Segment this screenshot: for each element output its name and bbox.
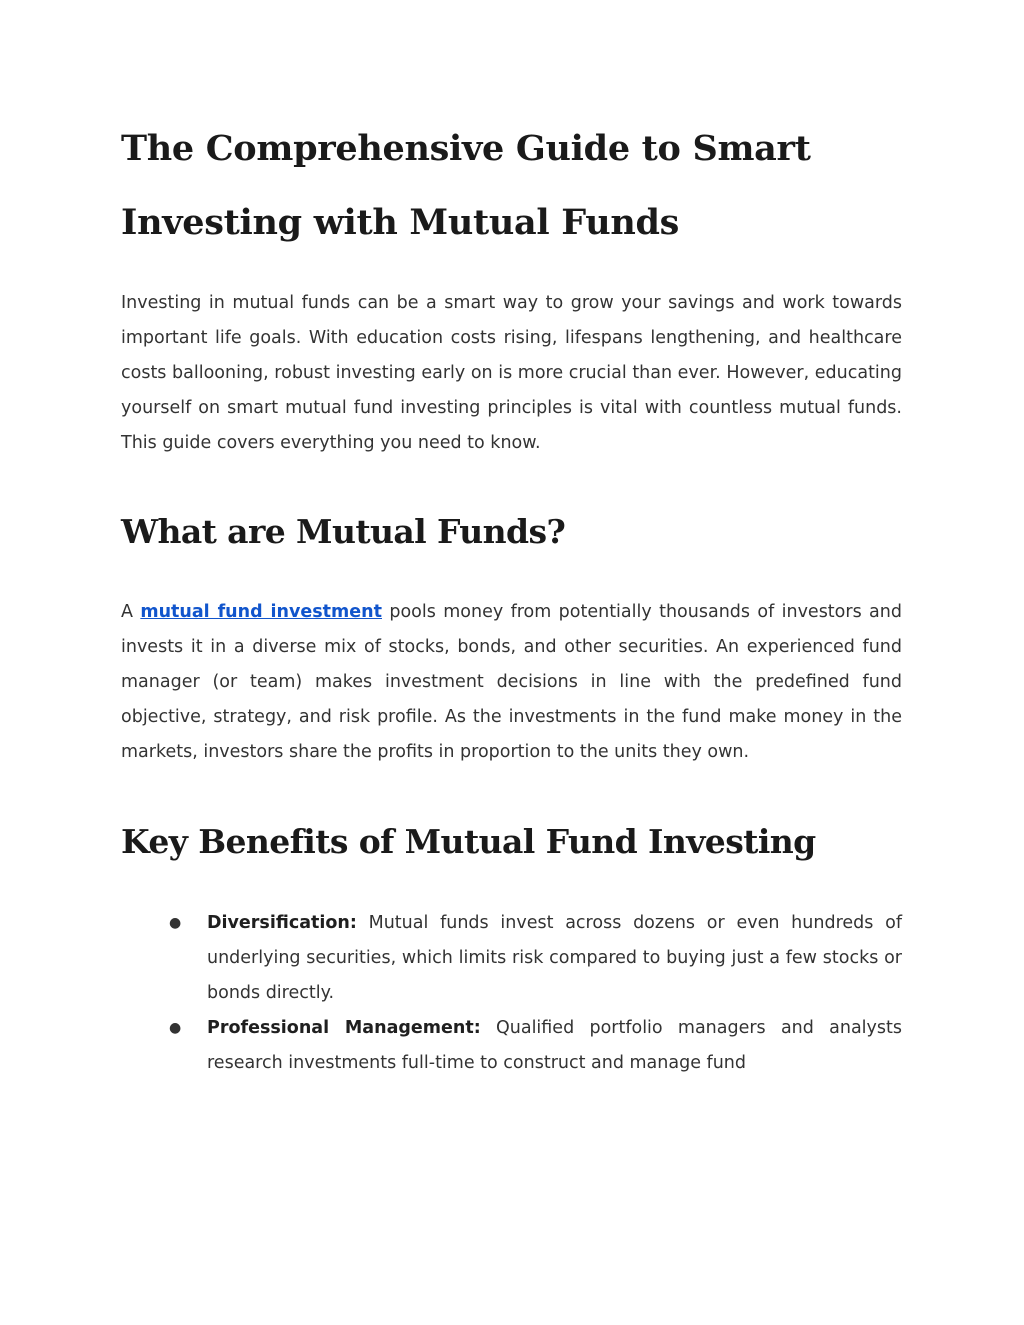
- page-title: The Comprehensive Guide to Smart Investing with Mutual Funds: [121, 128, 811, 243]
- what-paragraph-body: pools money from potentially thousands of investors and invests it in a diverse mix of stocks, bonds, and other securities. An experienced fund manager (or team) makes investment decisions in line with the predefined fund objective, strategy, and risk profile. As the investments in the fund make money in the markets, investors share the profits in proportion to the units they own.: [121, 602, 902, 762]
- bullet-icon: ●: [169, 915, 182, 931]
- benefit-term: Diversification:: [207, 913, 357, 933]
- benefit-item-professional-management: [121, 1011, 902, 1081]
- intro-paragraph: Investing in mutual funds can be a smart way to grow your savings and work towards important life goals. With education costs rising, lifespans lengthening, and healthcare costs ballooning, robust investing early on is more crucial than ever. However, educating yourself on smart mutual fund investing principles is vital with countless mutual funds. This guide covers everything you need to know.: [121, 293, 902, 453]
- benefit-text: Qualified portfolio managers and analysts research investments full-time to construct and manage fund: [207, 1018, 902, 1073]
- benefit-text: Mutual funds invest across dozens or even hundreds of underlying securities, which limits risk compared to buying just a few stocks or bonds directly.: [207, 913, 902, 1003]
- what-paragraph-lead: A: [121, 602, 141, 622]
- benefit-item-diversification: [121, 906, 902, 1011]
- benefits-list: [121, 906, 902, 1081]
- benefit-term: Professional Management:: [207, 1018, 481, 1038]
- document-page: [121, 112, 902, 1081]
- what-paragraph: [121, 595, 902, 770]
- mutual-fund-investment-link[interactable]: mutual fund investment: [140, 602, 382, 622]
- section-heading-what-are-mutual-funds: What are Mutual Funds?: [121, 512, 566, 551]
- section-heading-key-benefits: Key Benefits of Mutual Fund Investing: [121, 822, 816, 861]
- bullet-icon: ●: [169, 1020, 182, 1036]
